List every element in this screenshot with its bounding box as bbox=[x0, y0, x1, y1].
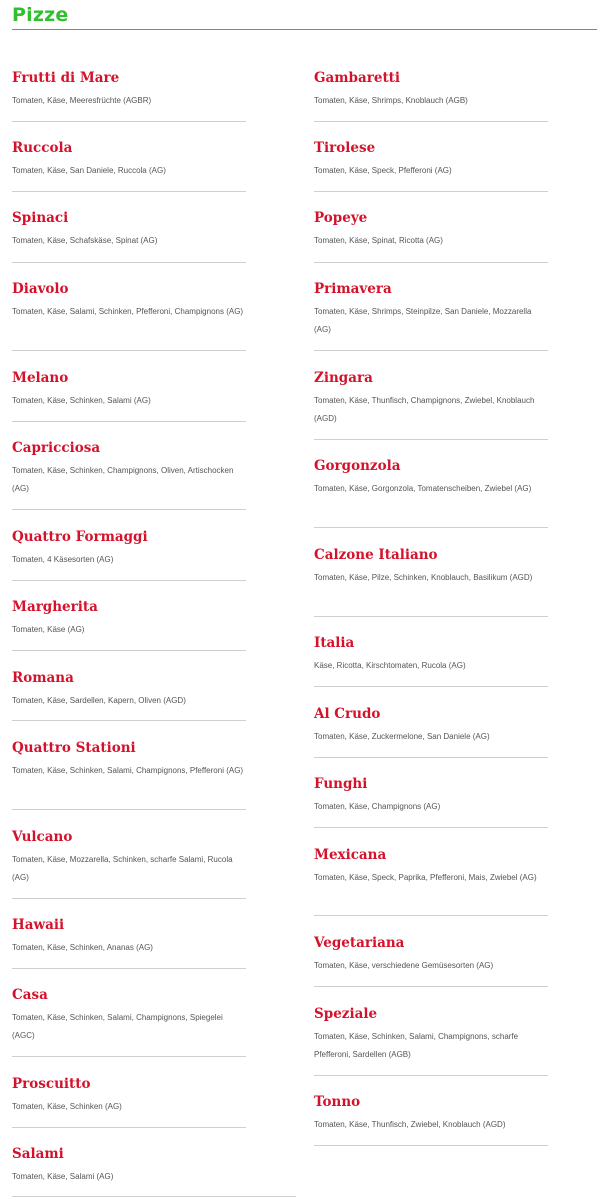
item-name: Ruccola bbox=[12, 140, 73, 156]
item-name: Zingara bbox=[314, 370, 373, 386]
item-description: Tomaten, Käse, Schinken, Champignons, Oliven, Artischocken (AG) bbox=[12, 466, 234, 493]
item-description: Tomaten, Käse, Schinken, Salami, Champignons, Spiegelei (AGC) bbox=[12, 1013, 223, 1040]
item-name: Tirolese bbox=[314, 140, 376, 156]
menu-item-calzone-italiano bbox=[314, 546, 548, 587]
item-description: Tomaten, Käse, Thunfisch, Champignons, Zwiebel, Knoblauch (AGD) bbox=[314, 396, 535, 423]
item-divider bbox=[314, 1075, 548, 1076]
item-name: Vulcano bbox=[12, 829, 73, 845]
menu-item-romana bbox=[12, 669, 246, 710]
item-name: Speziale bbox=[314, 1006, 378, 1022]
menu-item-gambaretti bbox=[314, 69, 548, 110]
item-description: Tomaten, Käse, Speck, Pfefferoni (AG) bbox=[314, 166, 452, 175]
menu-item-italia bbox=[314, 634, 548, 675]
item-divider bbox=[314, 915, 548, 916]
item-description: Tomaten, Käse, Meeresfrüchte (AGBR) bbox=[12, 96, 152, 105]
menu-item-ruccola bbox=[12, 139, 246, 180]
item-description: Tomaten, Käse, Schinken, Salami, Champignons, scharfe Pfefferoni, Sardellen (AGB) bbox=[314, 1032, 519, 1059]
section-title: Pizze bbox=[12, 4, 69, 26]
item-name: Quattro Stationi bbox=[12, 740, 136, 756]
item-divider bbox=[12, 968, 246, 969]
item-divider bbox=[314, 121, 548, 122]
item-divider bbox=[12, 580, 246, 581]
item-name: Gorgonzola bbox=[314, 458, 401, 474]
item-divider bbox=[314, 686, 548, 687]
item-name: Hawaii bbox=[12, 917, 65, 933]
item-name: Mexicana bbox=[314, 847, 387, 863]
item-description: Käse, Ricotta, Kirschtomaten, Rucola (AG) bbox=[314, 661, 466, 670]
item-divider bbox=[12, 191, 246, 192]
item-description: Tomaten, Käse, Salami, Schinken, Pfefferoni, Champignons (AG) bbox=[12, 307, 244, 316]
item-description: Tomaten, Käse, Sardellen, Kapern, Oliven (AGD) bbox=[12, 696, 186, 705]
item-description: Tomaten, Käse, Salami (AG) bbox=[12, 1172, 114, 1181]
item-divider bbox=[12, 720, 246, 721]
item-description: Tomaten, Käse, Spinat, Ricotta (AG) bbox=[314, 236, 443, 245]
menu-item-vulcano bbox=[12, 828, 246, 887]
item-divider bbox=[12, 898, 246, 899]
item-description: Tomaten, Käse, Schafskäse, Spinat (AG) bbox=[12, 236, 158, 245]
item-divider bbox=[314, 350, 548, 351]
item-name: Primavera bbox=[314, 281, 392, 297]
item-name: Margherita bbox=[12, 599, 98, 615]
item-description: Tomaten, Käse, Shrimps, Knoblauch (AGB) bbox=[314, 96, 468, 105]
menu-item-vegetariana bbox=[314, 934, 548, 975]
item-divider bbox=[12, 1127, 246, 1128]
item-name: Proscuitto bbox=[12, 1076, 91, 1092]
menu-item-margherita bbox=[12, 598, 246, 639]
item-description: Tomaten, 4 Käsesorten (AG) bbox=[12, 555, 114, 564]
item-divider bbox=[314, 191, 548, 192]
item-name: Gambaretti bbox=[314, 70, 401, 86]
item-name: Funghi bbox=[314, 776, 368, 792]
item-name: Romana bbox=[12, 670, 74, 686]
item-description: Tomaten, Käse, Schinken, Salami, Champignons, Pfefferoni (AG) bbox=[12, 766, 244, 775]
item-name: Popeye bbox=[314, 210, 368, 226]
item-description: Tomaten, Käse, Mozzarella, Schinken, scharfe Salami, Rucola (AG) bbox=[12, 855, 233, 882]
menu-item-salami bbox=[12, 1145, 246, 1186]
item-divider bbox=[12, 509, 246, 510]
menu-item-frutti-di-mare bbox=[12, 69, 246, 110]
item-divider bbox=[314, 262, 548, 263]
item-name: Quattro Formaggi bbox=[12, 529, 148, 545]
item-description: Tomaten, Käse (AG) bbox=[12, 625, 85, 634]
menu-item-funghi bbox=[314, 775, 548, 816]
menu-item-casa bbox=[12, 986, 246, 1045]
menu-item-gorgonzola bbox=[314, 457, 548, 498]
item-divider bbox=[12, 1056, 246, 1057]
menu-item-hawaii bbox=[12, 916, 246, 957]
item-description: Tomaten, Käse, Thunfisch, Zwiebel, Knoblauch (AGD) bbox=[314, 1120, 506, 1129]
item-name: Frutti di Mare bbox=[12, 70, 120, 86]
item-name: Capricciosa bbox=[12, 440, 101, 456]
item-divider bbox=[314, 527, 548, 528]
item-divider bbox=[12, 650, 246, 651]
menu-item-spinaci bbox=[12, 209, 246, 250]
item-divider bbox=[314, 827, 548, 828]
menu-item-speziale bbox=[314, 1005, 548, 1064]
item-description: Tomaten, Käse, Shrimps, Steinpilze, San Daniele, Mozzarella (AG) bbox=[314, 307, 532, 334]
menu-item-mexicana bbox=[314, 846, 548, 887]
menu-item-quattro-formaggi bbox=[12, 528, 246, 569]
item-name: Salami bbox=[12, 1146, 64, 1162]
item-name: Al Crudo bbox=[314, 706, 381, 722]
item-divider bbox=[12, 121, 246, 122]
item-description: Tomaten, Käse, Zuckermelone, San Daniele (AG) bbox=[314, 732, 490, 741]
item-name: Melano bbox=[12, 370, 69, 386]
item-description: Tomaten, Käse, Schinken, Salami (AG) bbox=[12, 396, 151, 405]
menu-item-diavolo bbox=[12, 280, 246, 321]
item-description: Tomaten, Käse, Schinken, Ananas (AG) bbox=[12, 943, 153, 952]
item-name: Vegetariana bbox=[314, 935, 405, 951]
item-name: Italia bbox=[314, 635, 355, 651]
item-description: Tomaten, Käse, Champignons (AG) bbox=[314, 802, 441, 811]
item-description: Tomaten, Käse, San Daniele, Ruccola (AG) bbox=[12, 166, 166, 175]
menu-item-al-crudo bbox=[314, 705, 548, 746]
item-divider bbox=[314, 757, 548, 758]
menu-item-zingara bbox=[314, 369, 548, 428]
menu-item-quattro-stationi bbox=[12, 739, 246, 780]
item-divider bbox=[314, 439, 548, 440]
item-description: Tomaten, Käse, Speck, Paprika, Pfefferoni, Mais, Zwiebel (AG) bbox=[314, 873, 537, 882]
item-name: Tonno bbox=[314, 1094, 361, 1110]
menu-item-melano bbox=[12, 369, 246, 410]
menu-item-tirolese bbox=[314, 139, 548, 180]
item-description: Tomaten, Käse, Schinken (AG) bbox=[12, 1102, 122, 1111]
title-divider bbox=[12, 29, 597, 30]
item-divider bbox=[314, 616, 548, 617]
bottom-divider bbox=[12, 1196, 296, 1197]
menu-item-tonno bbox=[314, 1093, 548, 1134]
item-name: Calzone Italiano bbox=[314, 547, 438, 563]
item-name: Casa bbox=[12, 987, 48, 1003]
menu-item-popeye bbox=[314, 209, 548, 250]
item-name: Spinaci bbox=[12, 210, 69, 226]
item-description: Tomaten, Käse, Pilze, Schinken, Knoblauch, Basilikum (AGD) bbox=[314, 573, 533, 582]
menu-item-proscuitto bbox=[12, 1075, 246, 1116]
item-divider bbox=[12, 421, 246, 422]
item-divider bbox=[12, 262, 246, 263]
item-description: Tomaten, Käse, Gorgonzola, Tomatenscheiben, Zwiebel (AG) bbox=[314, 484, 532, 493]
item-divider bbox=[12, 350, 246, 351]
menu-item-capricciosa bbox=[12, 439, 246, 498]
item-description: Tomaten, Käse, verschiedene Gemüsesorten (AG) bbox=[314, 961, 494, 970]
item-divider bbox=[314, 1145, 548, 1146]
item-divider bbox=[12, 809, 246, 810]
menu-item-primavera bbox=[314, 280, 548, 339]
item-divider bbox=[314, 986, 548, 987]
item-name: Diavolo bbox=[12, 281, 69, 297]
